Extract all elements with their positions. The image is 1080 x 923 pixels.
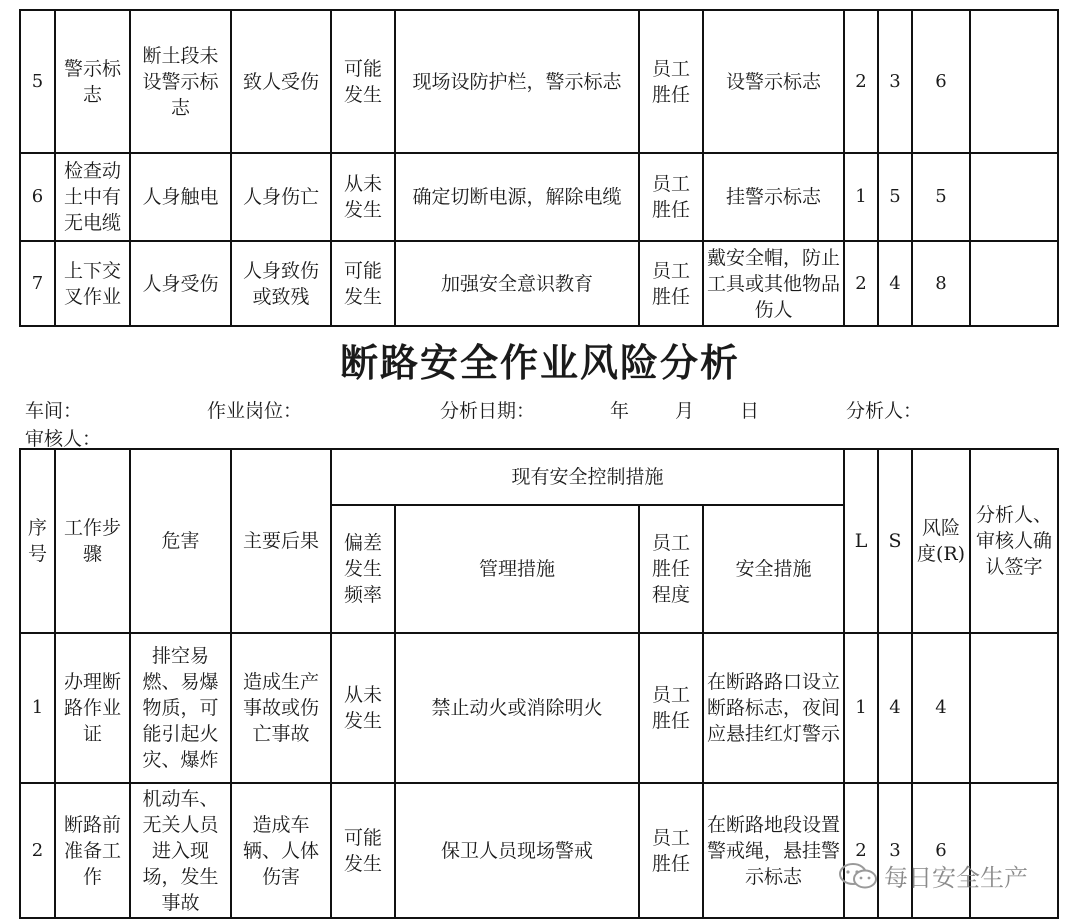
consequence: 造成车辆、人体伤害 [231, 783, 331, 918]
wechat-icon [838, 862, 878, 890]
deviation-frequency: 从未发生 [331, 633, 395, 783]
hazard: 机动车、无关人员进入现场，发生事故 [130, 783, 231, 918]
risk-value: 6 [912, 783, 970, 918]
row-number: 7 [20, 241, 55, 326]
severity-value: 3 [878, 783, 912, 918]
severity-value: 5 [878, 153, 912, 241]
header-sign: 分析人、审核人确认签字 [970, 449, 1058, 633]
employee-competence: 员工胜任 [639, 153, 703, 241]
risk-value: 4 [912, 633, 970, 783]
consequence: 致人受伤 [231, 10, 331, 153]
date-label: 分析日期： [440, 400, 536, 422]
watermark [838, 858, 1028, 893]
upper-risk-table [19, 9, 1059, 327]
day-label: 日 [740, 400, 760, 422]
header-s: S [878, 449, 912, 633]
management-measure: 现场设防护栏，警示标志 [395, 10, 639, 153]
hazard: 人身触电 [130, 153, 231, 241]
header-step: 工作步骤 [55, 449, 130, 633]
safety-measure: 在断路路口设立断路标志，夜间应悬挂红灯警示 [703, 633, 844, 783]
safety-measure: 设警示标志 [703, 10, 844, 153]
post-label: 作业岗位： [207, 400, 303, 422]
table-row [20, 633, 1058, 783]
employee-competence: 员工胜任 [639, 10, 703, 153]
deviation-frequency: 从未发生 [331, 153, 395, 241]
likelihood-value: 2 [844, 783, 878, 918]
safety-measure: 戴安全帽，防止工具或其他物品伤人 [703, 241, 844, 326]
likelihood-value: 2 [844, 10, 878, 153]
work-step: 办理断路作业证 [55, 633, 130, 783]
employee-competence: 员工胜任 [639, 241, 703, 326]
row-number: 5 [20, 10, 55, 153]
deviation-frequency: 可能发生 [331, 10, 395, 153]
hazard: 断土段未设警示标志 [130, 10, 231, 153]
table-row [20, 153, 1058, 241]
signature-cell [970, 633, 1058, 783]
header-no: 序号 [20, 449, 55, 633]
table-row [20, 783, 1058, 918]
severity-value: 4 [878, 633, 912, 783]
employee-competence: 员工胜任 [639, 633, 703, 783]
watermark-text: 每日安全生产 [884, 864, 1028, 892]
management-measure: 保卫人员现场警戒 [395, 783, 639, 918]
safety-measure: 挂警示标志 [703, 153, 844, 241]
signature-cell [970, 241, 1058, 326]
year-label: 年 [610, 400, 630, 422]
likelihood-value: 2 [844, 241, 878, 326]
risk-value: 5 [912, 153, 970, 241]
header-consequence: 主要后果 [231, 449, 331, 633]
signature-cell [970, 783, 1058, 918]
header-ability: 员工胜任程度 [639, 505, 703, 633]
workshop-label: 车间： [25, 400, 83, 422]
likelihood-value: 1 [844, 153, 878, 241]
safety-measure: 在断路地段设置警戒绳，悬挂警示标志 [703, 783, 844, 918]
work-step: 上下交叉作业 [55, 241, 130, 326]
severity-value: 4 [878, 241, 912, 326]
severity-value: 3 [878, 10, 912, 153]
header-management: 管理措施 [395, 505, 639, 633]
work-step: 检查动土中有无电缆 [55, 153, 130, 241]
table-row [20, 10, 1058, 153]
reviewer-label: 审核人： [25, 428, 102, 450]
row-number: 2 [20, 783, 55, 918]
table-row [20, 241, 1058, 326]
deviation-frequency: 可能发生 [331, 783, 395, 918]
deviation-frequency: 可能发生 [331, 241, 395, 326]
risk-value: 6 [912, 10, 970, 153]
page-title: 断路安全作业风险分析 [339, 341, 740, 385]
management-measure: 确定切断电源，解除电缆 [395, 153, 639, 241]
signature-cell [970, 153, 1058, 241]
management-measure: 禁止动火或消除明火 [395, 633, 639, 783]
analyst-label: 分析人： [846, 400, 923, 422]
work-step: 断路前准备工作 [55, 783, 130, 918]
consequence: 人身致伤或致残 [231, 241, 331, 326]
hazard: 人身受伤 [130, 241, 231, 326]
road-closure-risk-table [19, 448, 1059, 919]
header-risk: 风险度(R) [912, 449, 970, 633]
risk-value: 8 [912, 241, 970, 326]
likelihood-value: 1 [844, 633, 878, 783]
header-frequency: 偏差发生频率 [331, 505, 395, 633]
header-safety: 安全措施 [703, 505, 844, 633]
row-number: 6 [20, 153, 55, 241]
month-label: 月 [675, 400, 695, 422]
management-measure: 加强安全意识教育 [395, 241, 639, 326]
hazard: 排空易燃、易爆物质，可能引起火灾、爆炸 [130, 633, 231, 783]
work-step: 警示标志 [55, 10, 130, 153]
employee-competence: 员工胜任 [639, 783, 703, 918]
header-controls: 现有安全控制措施 [331, 449, 844, 505]
consequence: 造成生产事故或伤亡事故 [231, 633, 331, 783]
row-number: 1 [20, 633, 55, 783]
header-hazard: 危害 [130, 449, 231, 633]
consequence: 人身伤亡 [231, 153, 331, 241]
header-l: L [844, 449, 878, 633]
signature-cell [970, 10, 1058, 153]
